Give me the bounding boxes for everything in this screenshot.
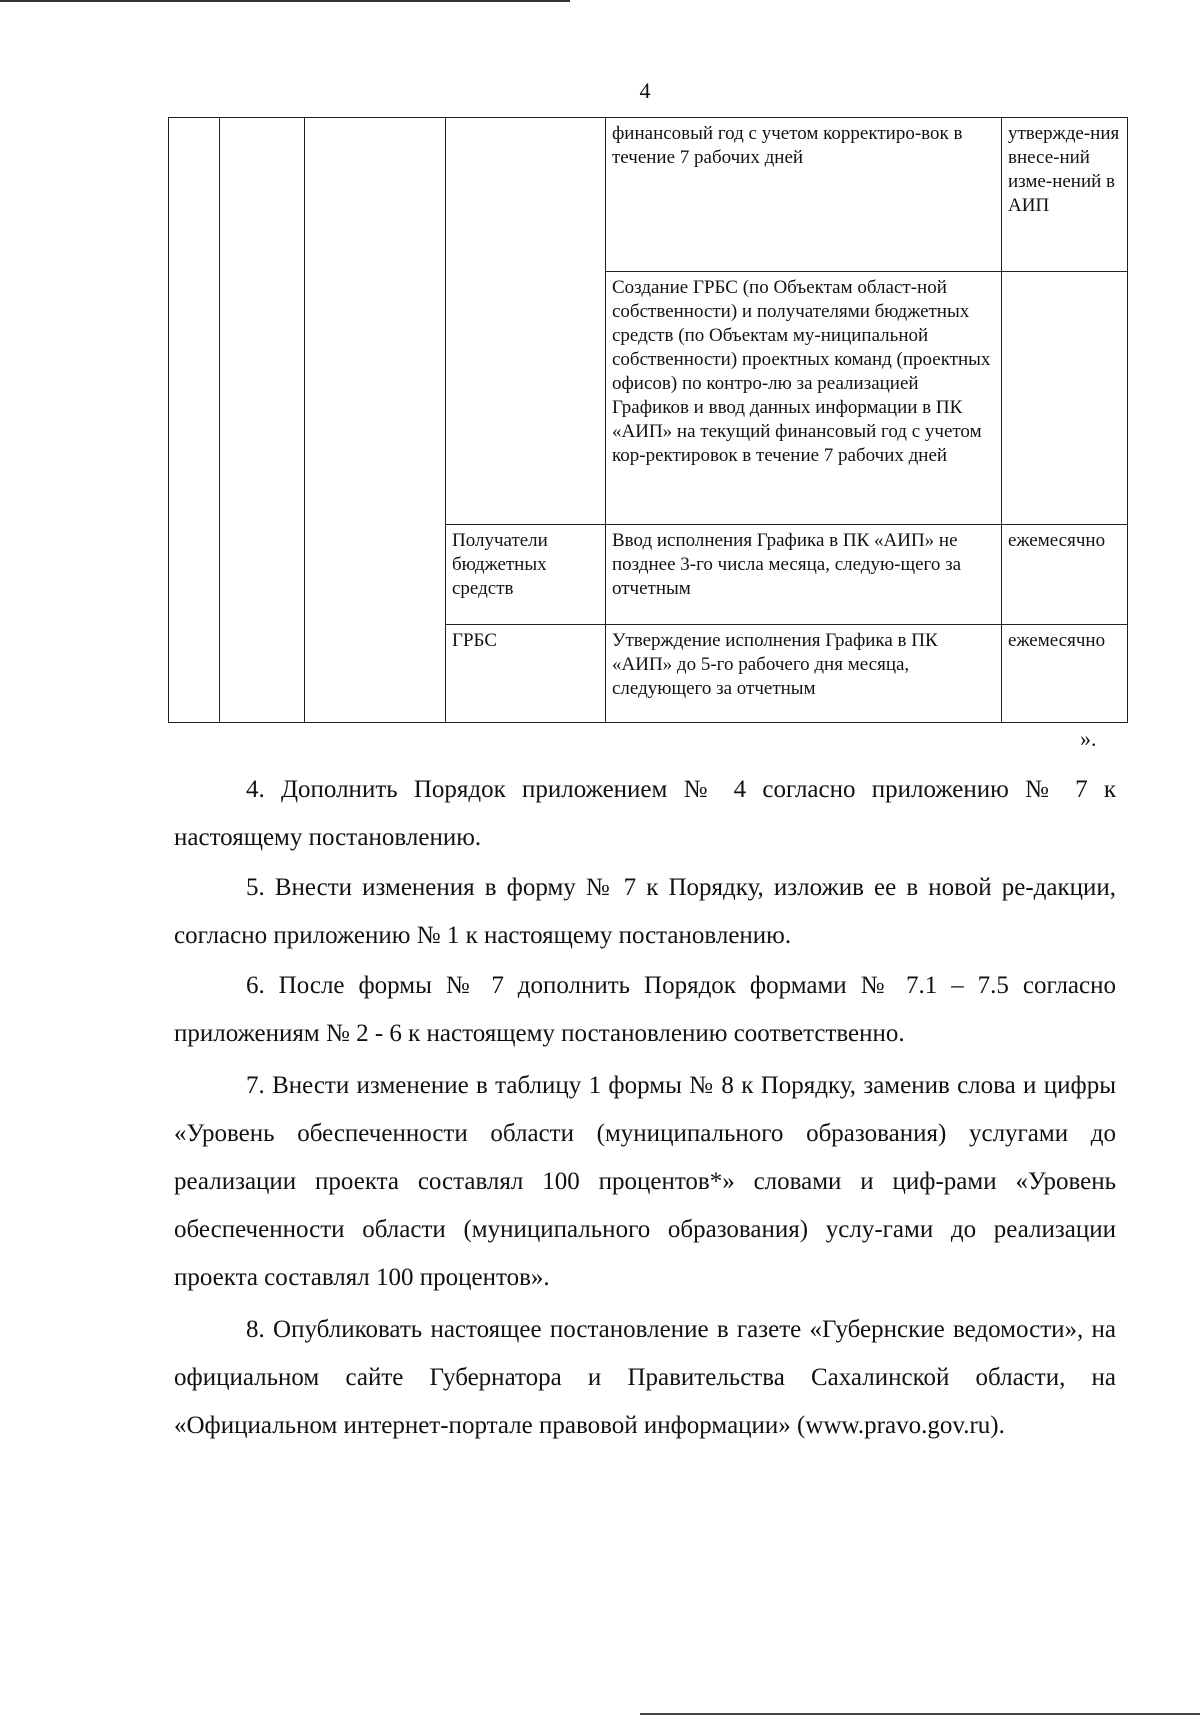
schedule-table <box>168 117 1128 723</box>
paragraph-text: 6. После формы № 7 дополнить Порядок формами № 7.1 – 7.5 согласно приложениям № 2 - 6 к настоящему постановлению соответственно. <box>174 972 1116 1047</box>
table-cell-action: Создание ГРБС (по Объектам област-ной собственности) и получателями бюджетных средств (по Объектам му-ниципальной собственности) проектных команд (проектных офисов) по контро-лю за реализацией Графиков и ввод данных информации в ПК «АИП» на текущий финансовый год с учетом кор-ректировок в течение 7 рабочих дней <box>606 272 1002 525</box>
paragraph-7 <box>174 1062 1116 1302</box>
table-cell-action: финансовый год с учетом корректиро-вок в течение 7 рабочих дней <box>606 118 1002 272</box>
paragraph-8 <box>174 1306 1116 1450</box>
table-cell-action: Ввод исполнения Графика в ПК «АИП» не позднее 3-го числа месяца, следую-щего за отчетным <box>606 525 1002 625</box>
table-cell-term <box>1002 272 1128 525</box>
paragraph-text: 4. Дополнить Порядок приложением № 4 согласно приложению № 7 к настоящему постановлению. <box>174 776 1116 851</box>
table-cell-term: утвержде-ния внесе-ний изме-нений в АИП <box>1002 118 1128 272</box>
quote-close: ». <box>1080 726 1097 751</box>
top-rule <box>0 0 570 2</box>
table-cell-participant: ГРБС <box>446 625 606 723</box>
paragraph-text: 7. Внести изменение в таблицу 1 формы № 8 к Порядку, заменив слова и цифры «Уровень обеспеченности области (муниципального образования) услугами до реализации проекта составлял 100 процентов*» словами и циф-рами «Уровень обеспеченности области (муниципального образования) услу-гами до реализации проекта составлял 100 процентов». <box>174 1072 1116 1291</box>
paragraph-5 <box>174 864 1116 960</box>
paragraph-text: 8. Опубликовать настоящее постановление в газете «Губернские ведомости», на официальном сайте Губернатора и Правительства Сахалинской области, на «Официальном интернет-портале правовой информации» (www.pravo.gov.ru). <box>174 1316 1116 1439</box>
page-number: 4 <box>639 78 651 103</box>
table-cell-participant <box>446 118 606 525</box>
paragraph-6 <box>174 962 1116 1058</box>
table-cell-empty <box>169 118 220 723</box>
table-cell-term: ежемесячно <box>1002 625 1128 723</box>
table-cell-term: ежемесячно <box>1002 525 1128 625</box>
table-cell-participant: Получатели бюджетных средств <box>446 525 606 625</box>
paragraph-4 <box>174 766 1116 862</box>
paragraph-text: 5. Внести изменения в форму № 7 к Порядку, изложив ее в новой ре-дакции, согласно приложению № 1 к настоящему постановлению. <box>174 874 1116 949</box>
table-row <box>169 118 1128 272</box>
table-cell-empty <box>220 118 305 723</box>
table-cell-action: Утверждение исполнения Графика в ПК «АИП» до 5-го рабочего дня месяца, следующего за отчетным <box>606 625 1002 723</box>
table-cell-empty <box>305 118 446 723</box>
